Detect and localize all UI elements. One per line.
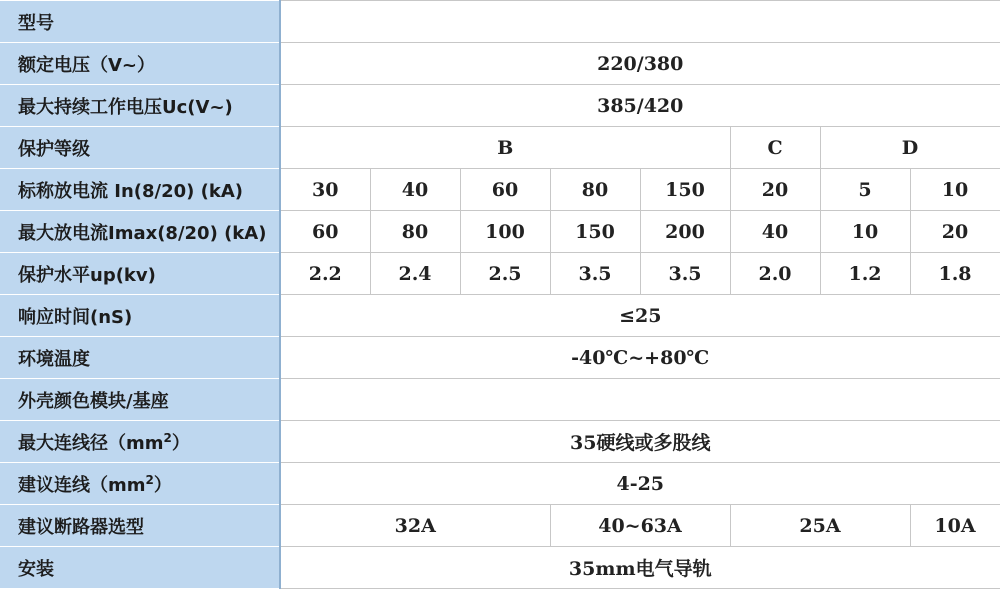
row-protection-level [0,253,1000,295]
value-max-continuous-voltage: 385/420 [280,85,1000,127]
label-protection-level: 保护水平up(kv) [0,253,280,295]
row-ambient-temp [0,337,1000,379]
row-nominal-discharge [0,169,1000,211]
label-max-wire-suffix: ） [171,432,190,454]
label-recommended-wire-prefix: 建议连线（mm [18,474,146,496]
row-max-discharge [0,211,1000,253]
value-protection-level: 1.2 [820,253,910,295]
value-breaker-32a: 32A [280,505,550,547]
row-response-time [0,295,1000,337]
value-nominal-discharge: 150 [640,169,730,211]
value-breaker-10a: 10A [910,505,1000,547]
value-nominal-discharge: 60 [460,169,550,211]
label-max-continuous-voltage: 最大持续工作电压Uc(V~) [0,85,280,127]
value-model [280,1,1000,43]
value-recommended-wire: 4-25 [280,463,1000,505]
value-max-discharge: 100 [460,211,550,253]
value-max-discharge: 150 [550,211,640,253]
label-housing-color: 外壳颜色模块/基座 [0,379,280,421]
label-breaker-selection: 建议断路器选型 [0,505,280,547]
value-breaker-40-63a: 40~63A [550,505,730,547]
value-nominal-discharge: 5 [820,169,910,211]
label-model: 型号 [0,1,280,43]
label-response-time: 响应时间(nS) [0,295,280,337]
value-nominal-discharge: 80 [550,169,640,211]
value-nominal-discharge: 30 [280,169,370,211]
label-max-wire-sup: 2 [163,430,172,445]
label-protection-class: 保护等级 [0,127,280,169]
label-max-wire-prefix: 最大连线径（mm [18,432,164,454]
row-protection-class [0,127,1000,169]
value-rated-voltage: 220/380 [280,43,1000,85]
value-protection-level: 2.0 [730,253,820,295]
label-max-discharge: 最大放电流Imax(8/20) (kA) [0,211,280,253]
value-protection-level: 2.2 [280,253,370,295]
row-max-continuous-voltage [0,85,1000,127]
value-max-discharge: 20 [910,211,1000,253]
label-recommended-wire-sup: 2 [145,472,154,487]
row-rated-voltage [0,43,1000,85]
value-ambient-temp: -40℃~+80℃ [280,337,1000,379]
label-nominal-discharge: 标称放电流 In(8/20) (kA) [0,169,280,211]
value-protection-level: 3.5 [550,253,640,295]
label-rated-voltage: 额定电压（V~） [0,43,280,85]
row-model [0,1,1000,43]
value-max-discharge: 60 [280,211,370,253]
value-nominal-discharge: 10 [910,169,1000,211]
value-response-time: ≤25 [280,295,1000,337]
value-max-discharge: 10 [820,211,910,253]
value-nominal-discharge: 20 [730,169,820,211]
value-protection-level: 1.8 [910,253,1000,295]
row-breaker-selection [0,505,1000,547]
row-housing-color [0,379,1000,421]
value-protection-class-d: D [820,127,1000,169]
row-recommended-wire [0,463,1000,505]
label-max-wire [0,421,280,463]
row-max-wire [0,421,1000,463]
value-breaker-25a: 25A [730,505,910,547]
row-installation [0,547,1000,589]
value-installation: 35mm电气导轨 [280,547,1000,589]
value-protection-level: 2.5 [460,253,550,295]
value-max-discharge: 80 [370,211,460,253]
value-max-wire: 35硬线或多股线 [280,421,1000,463]
label-recommended-wire [0,463,280,505]
label-ambient-temp: 环境温度 [0,337,280,379]
value-protection-level: 3.5 [640,253,730,295]
label-installation: 安装 [0,547,280,589]
value-nominal-discharge: 40 [370,169,460,211]
label-recommended-wire-suffix: ） [153,474,172,496]
value-protection-class-b: B [280,127,730,169]
value-protection-level: 2.4 [370,253,460,295]
value-housing-color [280,379,1000,421]
value-protection-class-c: C [730,127,820,169]
value-max-discharge: 200 [640,211,730,253]
value-max-discharge: 40 [730,211,820,253]
